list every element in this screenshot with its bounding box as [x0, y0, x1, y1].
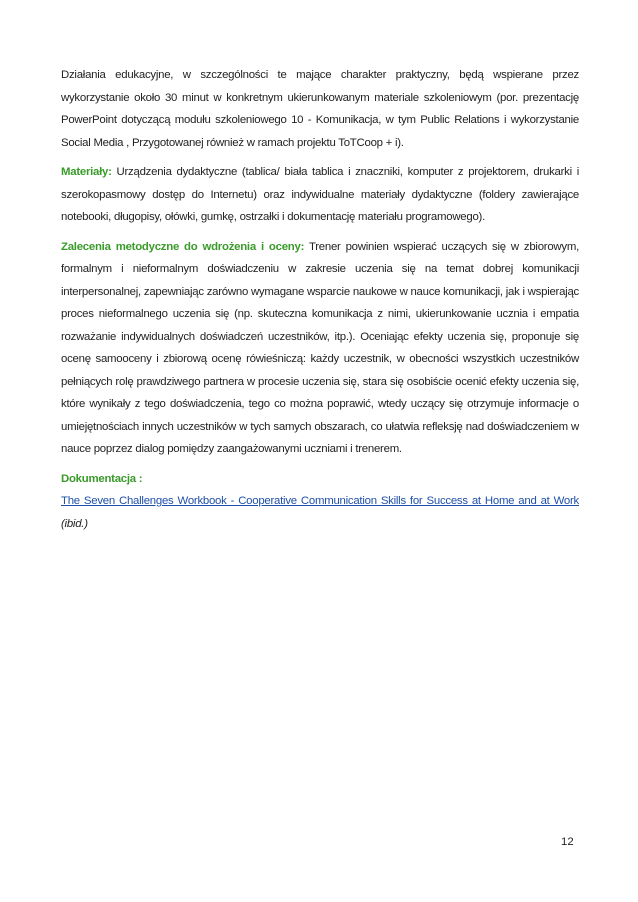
intro-paragraph	[61, 64, 579, 154]
documentation-link[interactable]: The Seven Challenges Workbook - Cooperative Communication Skills for Success at Home and at Work	[61, 495, 579, 507]
documentation-reference	[61, 490, 579, 535]
page-number: 12	[561, 836, 574, 848]
materials-text: Urządzenia dydaktyczne (tablica/ biała tablica i znaczniki, komputer z projektorem, drukarki i szerokopasmowy dostęp do Internetu) oraz indywidualne materiały dydaktyczne (foldery zawierające notebooki, długopisy, ołówki, gumkę, ostrzałki i dokumentację materiału programowego).	[61, 166, 579, 223]
documentation-heading	[61, 468, 579, 491]
document-page	[61, 64, 579, 535]
documentation-label: Dokumentacja :	[61, 472, 143, 485]
recommendations-text: Trener powinien wspierać uczących się w zbiorowym, formalnym i nieformalnym doświadczeniu w zakresie uczenia się na temat dobrej komunikacji interpersonalnej, zapewniając zarówno wymagane wsparcie naukowe w nauce komunikacji, jak i wspierając proces nieformalnego uczenia się (np. skuteczna komunikacja z nimi, ukierunkowanie ucznia i empatia rozważanie indywidualnych doświadczeń uczestników, itp.). Oceniając efekty uczenia się, proponuje się ocenę samooceny i zbiorową ocenę rówieśniczą: każdy uczestnik, w obecności wszystkich uczestników pełniących rolę prawdziwego partnera w procesie uczenia się, stara się osobiście ocenić efekty uczenia się, które wynikały z tego doświadczenia, tego co można poprawić, wtedy uczący się otrzymuje informacje o umiejętnościach innych uczestników w tych samych obszarach, co ułatwia refleksję nad doświadczeniem w nauce poprzez dialog pomiędzy zaangażowanymi uczniami i trenerem.	[61, 240, 579, 455]
recommendations-label: Zalecenia metodyczne do wdrożenia i oceny:	[61, 240, 305, 253]
recommendations-paragraph	[61, 236, 579, 461]
intro-text: Działania edukacyjne, w szczególności te mające charakter praktyczny, będą wspierane przez wykorzystanie około 30 minut w konkretnym ukierunkowanym materiale szkoleniowym (por. prezentację PowerPoint dotyczącą modułu szkoleniowego 10 - Komunikacja, w tym Public Relations i wykorzystanie Social Media , Przygotowanej również w ramach projektu ToTCoop + i).	[61, 69, 579, 149]
materials-paragraph	[61, 161, 579, 229]
materials-label: Materiały:	[61, 166, 112, 178]
documentation-note: (ibid.)	[61, 517, 88, 530]
